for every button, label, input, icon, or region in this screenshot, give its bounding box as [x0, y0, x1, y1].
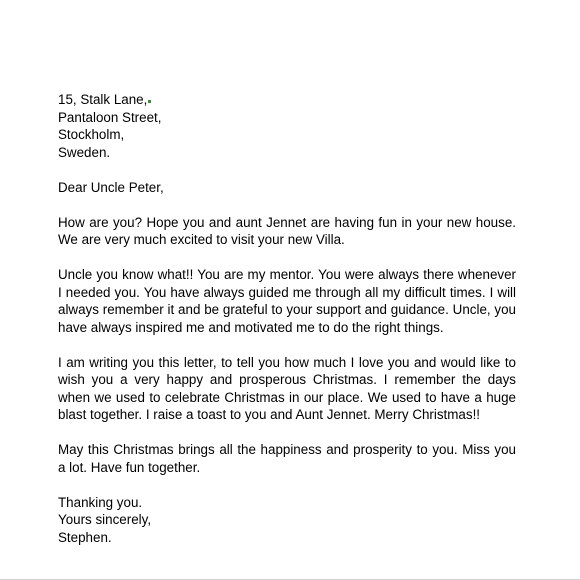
- address-line: Pantaloon Street,: [58, 109, 162, 125]
- signature: Stephen.: [58, 529, 112, 545]
- paragraph: Uncle you know what!! You are my mentor. You were always there whenever I needed you. You have always guided me through all my difficult times. I will always remember it and be grateful to your support and guidance. Uncle, you have always inspired me and motivated me to do the right things.: [58, 267, 516, 335]
- paragraph: May this Christmas brings all the happiness and prosperity to you. Miss you a lot. Have fun together.: [58, 442, 516, 475]
- paragraph: How are you? Hope you and aunt Jennet are having fun in your new house. We are very much excited to visit your new Villa.: [58, 214, 516, 247]
- address-line-1-text: 15, Stalk Lane,: [58, 92, 148, 107]
- address-line: [58, 91, 516, 109]
- closing: [58, 494, 516, 547]
- letter-body: [58, 91, 516, 546]
- sender-address: [58, 91, 516, 161]
- spellcheck-mark: [148, 100, 151, 103]
- closing-line: Yours sincerely,: [58, 512, 152, 527]
- address-line: Stockholm,: [58, 127, 125, 142]
- closing-line: Thanking you.: [58, 494, 143, 510]
- salutation: Dear Uncle Peter,: [58, 179, 164, 195]
- address-line: Sweden.: [58, 144, 111, 160]
- paragraph: I am writing you this letter, to tell you how much I love you and would like to wish you a very happy and prosperous Christmas. I remember the days when we used to celebrate Christmas in our place. We used to have a huge blast together. I raise a toast to you and Aunt Jennet. Merry Christmas!!: [58, 354, 516, 422]
